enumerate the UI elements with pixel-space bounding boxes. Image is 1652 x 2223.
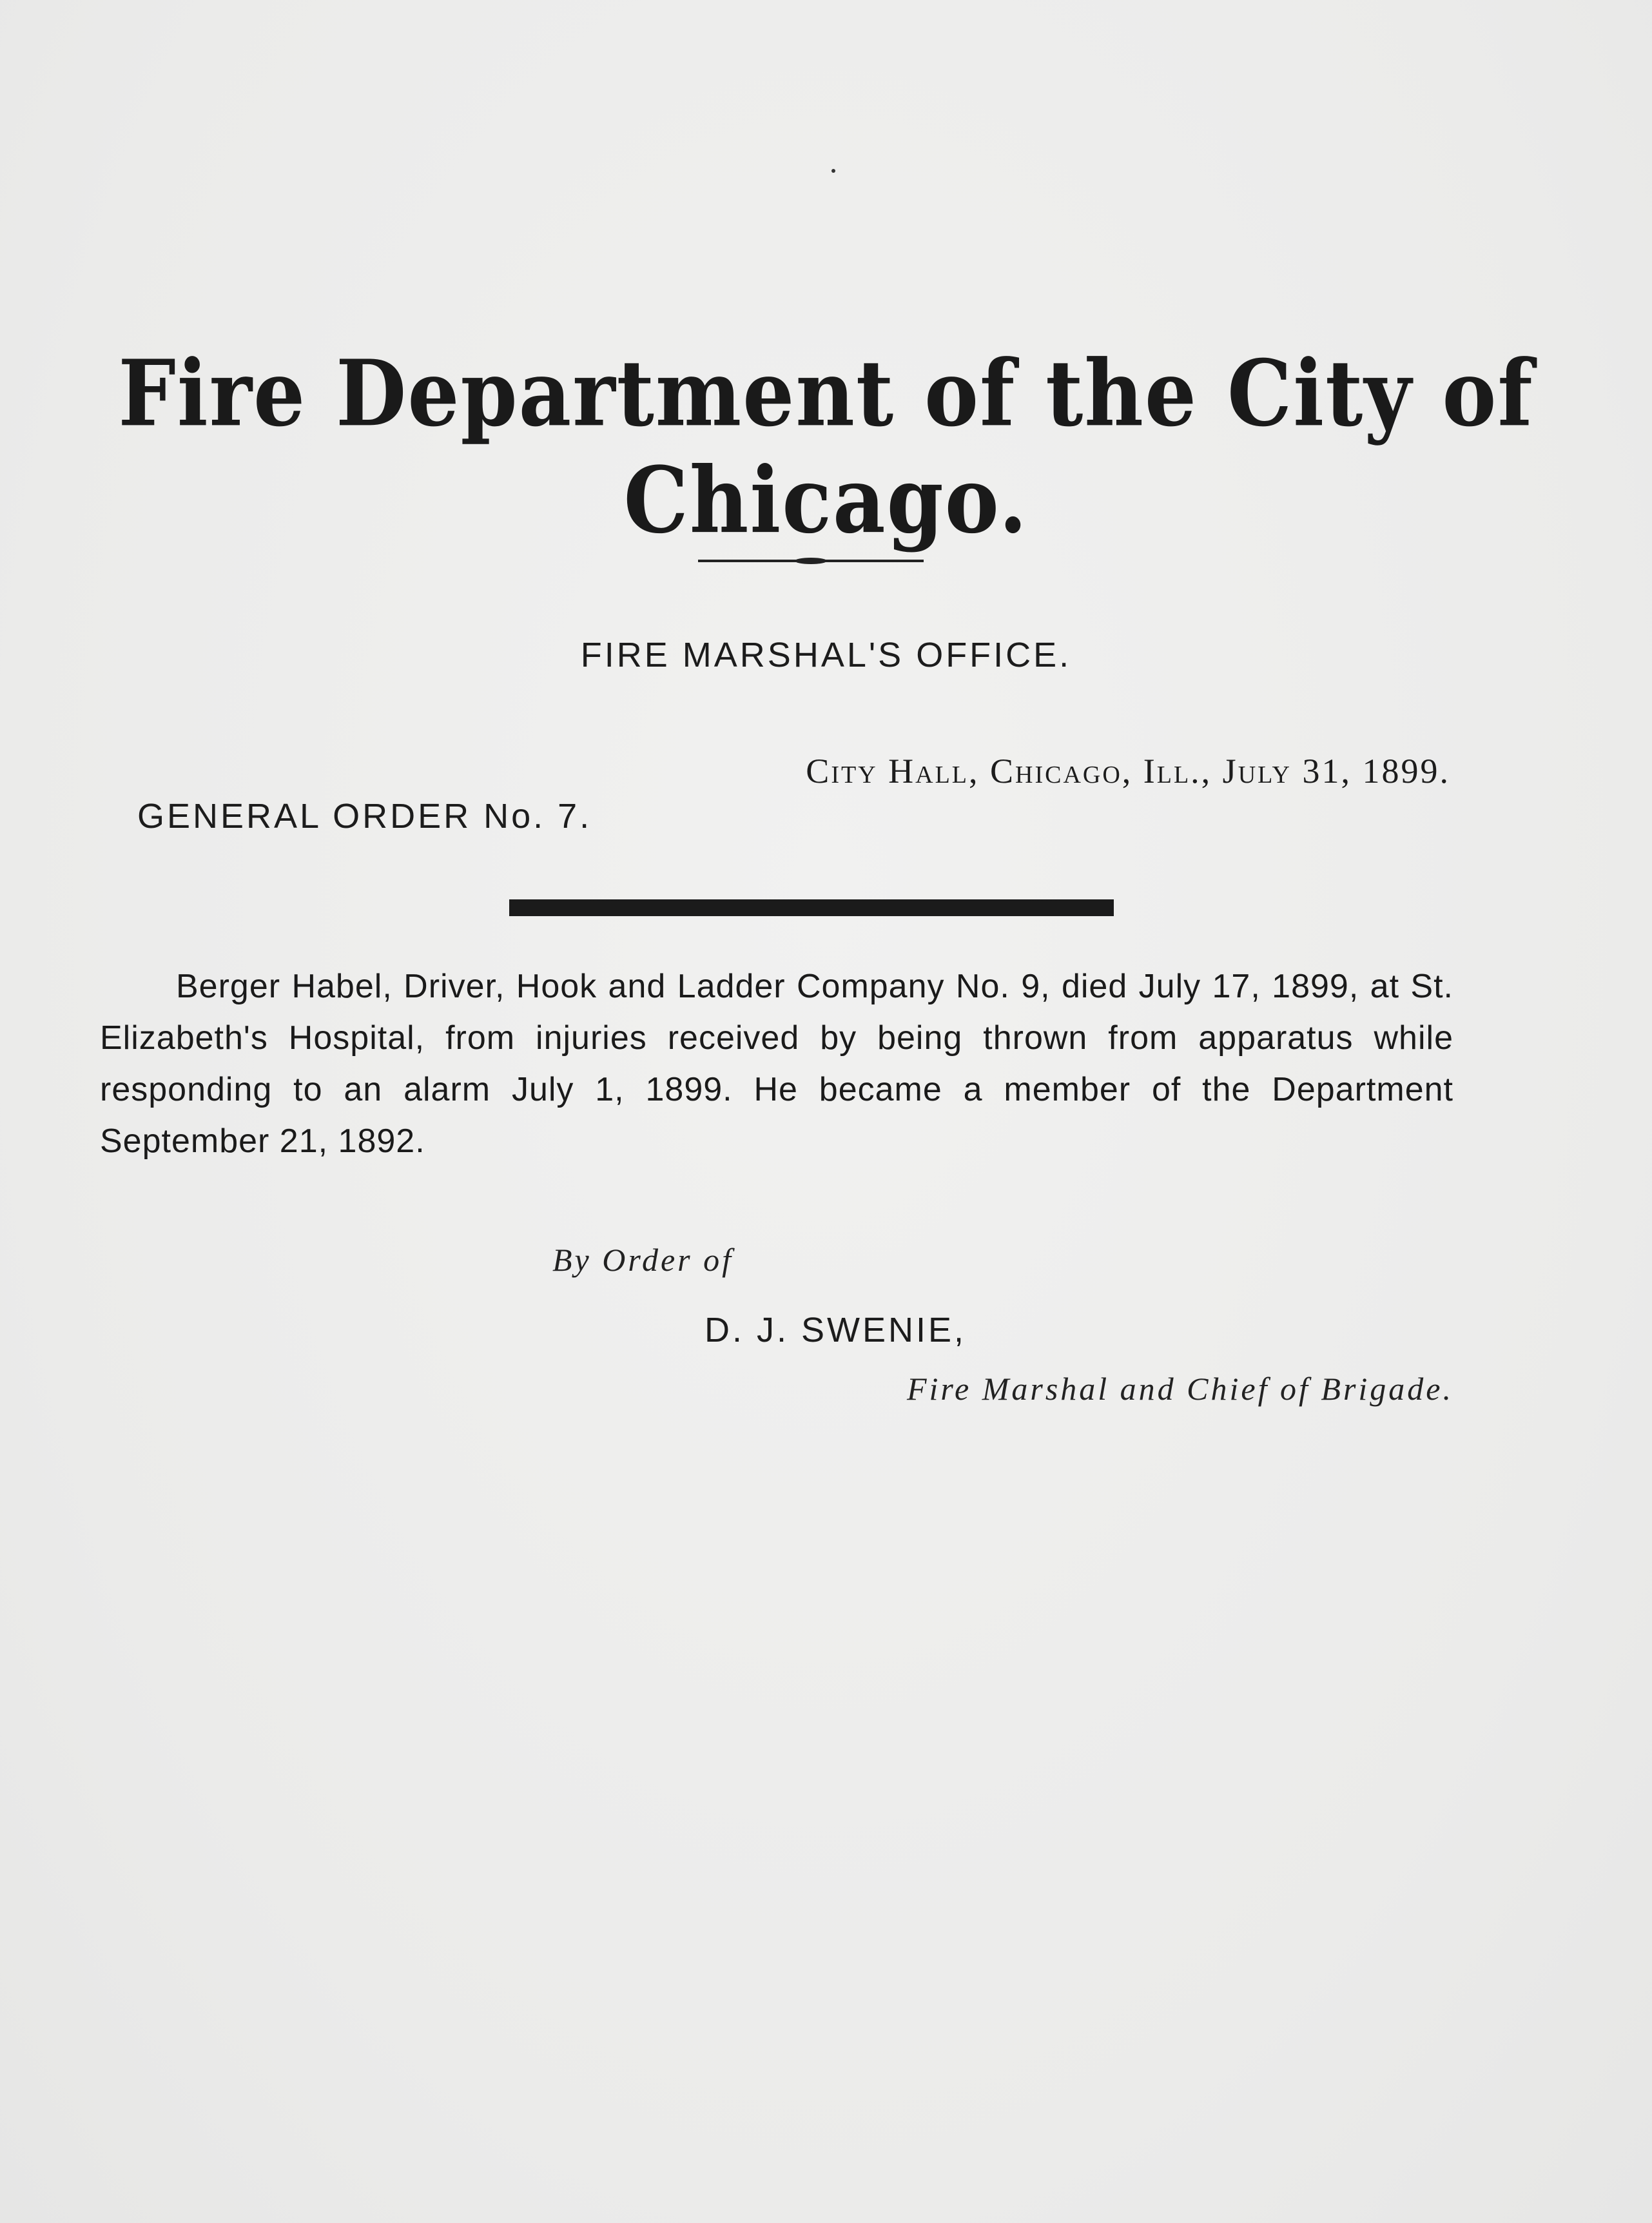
letterhead-title: Fire Department of the City of Chicago.	[118, 340, 1534, 554]
by-order-line: By Order of	[552, 1242, 734, 1278]
heavy-divider	[509, 899, 1114, 916]
order-body: Berger Habel, Driver, Hook and Ladder Company No. 9, died July 17, 1899, at St. Elizabeth's Hospital, from injuries received by being thrown from apparatus while responding to an alarm July 1, 1899. He became a member of the Department September 21, 1892.	[100, 968, 1453, 1160]
ornamental-divider	[698, 560, 924, 562]
dateline: City Hall, Chicago, Ill., July 31, 1899.	[806, 752, 1450, 790]
signer-title: Fire Marshal and Chief of Brigade.	[907, 1371, 1453, 1407]
general-order-number: GENERAL ORDER No. 7.	[137, 797, 592, 836]
office-heading: FIRE MARSHAL'S OFFICE.	[580, 636, 1072, 674]
signer-name: D. J. SWENIE,	[705, 1311, 967, 1349]
ink-speck	[831, 169, 835, 173]
